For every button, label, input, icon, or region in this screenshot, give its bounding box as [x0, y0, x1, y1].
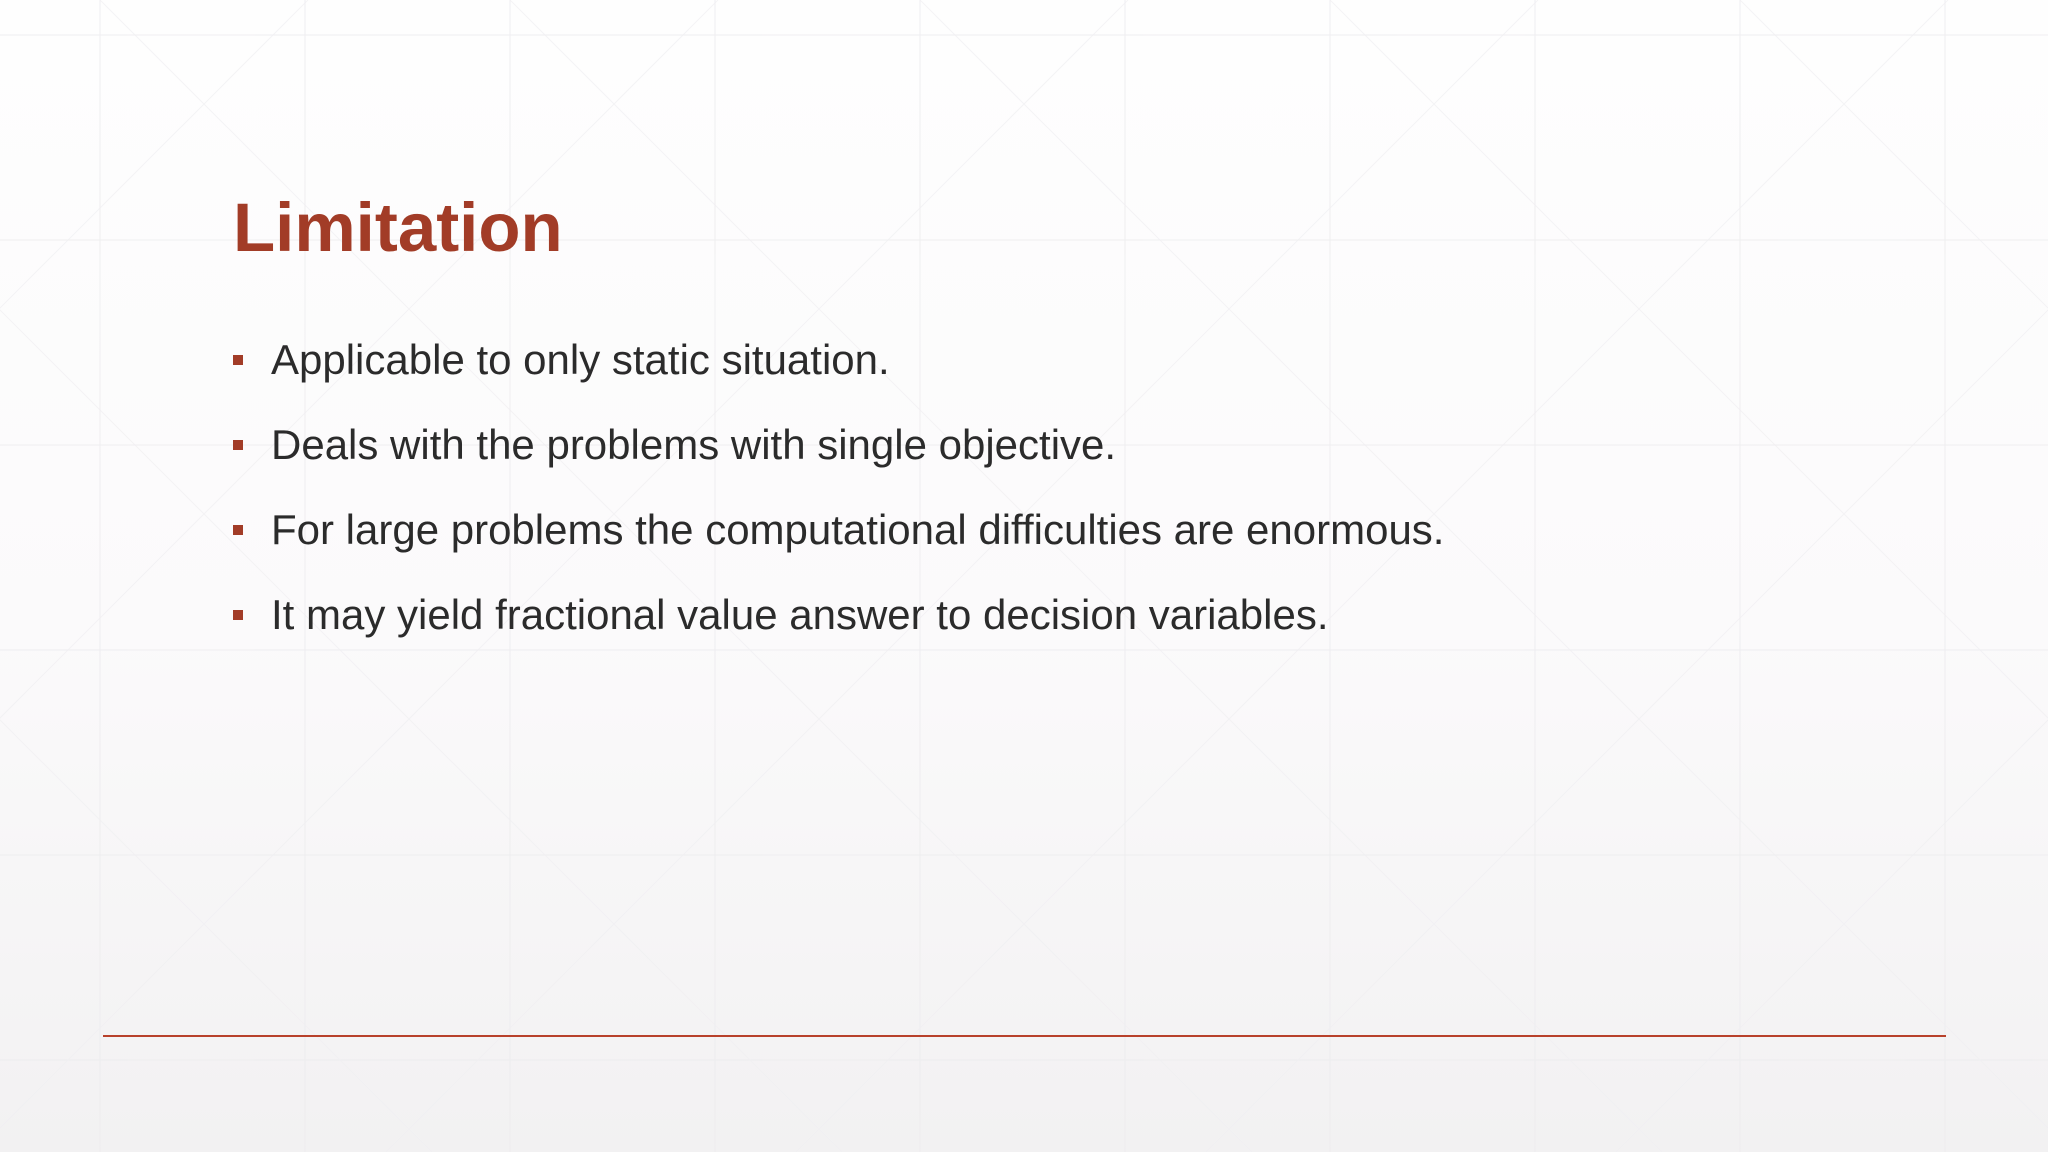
bullet-item: [233, 327, 1933, 412]
footer-divider: [103, 1035, 1946, 1037]
square-bullet-icon: [233, 525, 243, 535]
bullet-text: For large problems the computational difficulties are enormous.: [271, 506, 1445, 553]
square-bullet-icon: [233, 610, 243, 620]
bullet-item: [233, 497, 1933, 582]
bullet-item: [233, 412, 1933, 497]
square-bullet-icon: [233, 440, 243, 450]
bullet-item: [233, 582, 1933, 667]
square-bullet-icon: [233, 355, 243, 365]
bullet-text: Applicable to only static situation.: [271, 336, 890, 383]
slide-title: Limitation: [233, 189, 563, 266]
bullet-text: Deals with the problems with single objective.: [271, 421, 1117, 468]
bullet-text: It may yield fractional value answer to decision variables.: [271, 591, 1329, 638]
bullet-list: [233, 327, 1933, 667]
